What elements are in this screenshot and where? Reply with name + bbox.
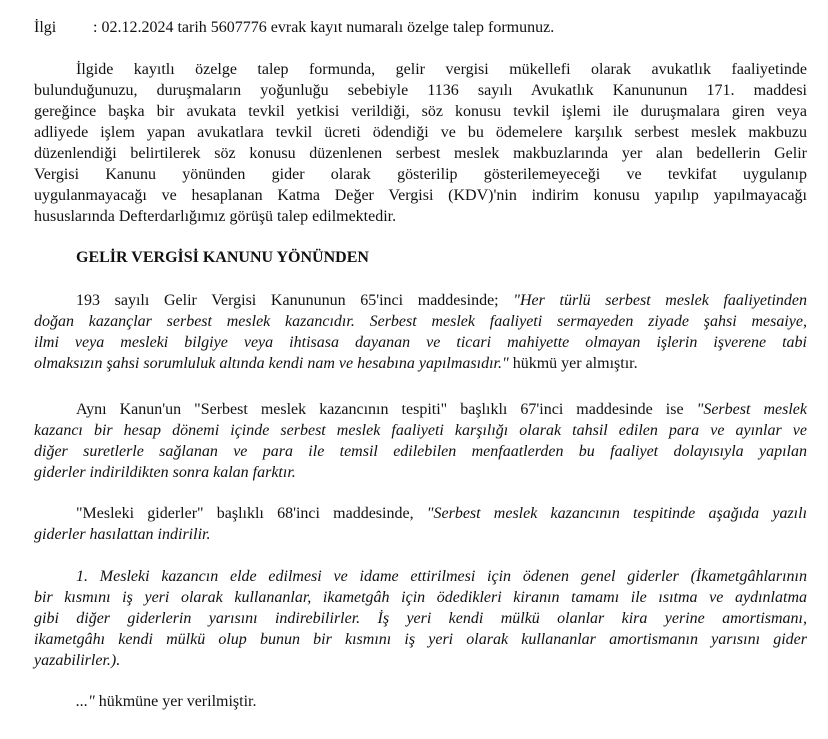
section-heading: GELİR VERGİSİ KANUNU YÖNÜNDEN [76, 249, 369, 266]
paragraph-1-line: adliyede işlem yapan avukatlara tevkil ücreti ödendiği ve bu ödemelere karşılık serbest meslek makbuzu [34, 124, 807, 141]
paragraph-3-quote-line: diğer suretlerle sağlanan ve para ile temsil edilebilen menfaatlerden bu faaliyet dolayısıyla yapılan [34, 443, 807, 460]
paragraph-2-text: hükmü yer almıştır. [508, 355, 638, 372]
paragraph-2-quote: olmaksızın şahsi sorumluluk altında kendi nam ve hesabına yapılmasıdır." [34, 355, 509, 372]
closing-line [76, 692, 807, 712]
paragraph-2-line [76, 291, 807, 311]
reference-text: : 02.12.2024 tarih 5607776 evrak kayıt numaralı özelge talep formunuz. [93, 19, 555, 36]
paragraph-1-line: Vergisi Kanunu yönünden gider olarak gösterilip gösterilemeyeceği ve tevkifat uygulanıp [34, 166, 807, 183]
closing-quote: ..." [76, 693, 95, 710]
paragraph-1-line: gereğince başka bir avukata tevkil yetkisi verildiği, söz konusu tevkil işlemi ile duruşmalara giren veya [34, 103, 807, 120]
paragraph-1-line: düzenlendiği belirtilerek söz konusu düzenlenen serbest meslek makbuzlarında yer alan bedellerin Gelir [34, 145, 807, 162]
paragraph-1-line: hususlarında Defterdarlığımız görüşü talep edilmektedir. [34, 208, 397, 225]
paragraph-2-text: 193 sayılı Gelir Vergisi Kanununun 65'inci maddesinde; [76, 292, 514, 309]
paragraph-4-quote-line: giderler hasılattan indirilir. [34, 526, 211, 543]
paragraph-3-line [76, 400, 807, 420]
list-item-line: yazabilirler.). [34, 652, 121, 669]
closing-text: hükmüne yer verilmiştir. [94, 693, 257, 710]
paragraph-3-quote-line: giderler indirildikten sonra kalan farktır. [34, 464, 296, 481]
paragraph-4-text: "Mesleki giderler" başlıklı 68'inci maddesinde, [76, 505, 427, 522]
paragraph-3-quote-line: kazancı bir hesap dönemi içinde serbest meslek faaliyeti karşılığı olarak tahsil edilen para ve ayınlar ve [34, 422, 807, 439]
reference-line [34, 18, 807, 38]
paragraph-3-text: Aynı Kanun'un "Serbest meslek kazancının tespiti" başlıklı 67'inci maddesinde ise [76, 401, 697, 418]
paragraph-4-line [76, 504, 807, 524]
list-item-line: bir kısmını iş yeri olarak kullananlar, ikametgâh için ödedikleri kiranın tamamı ile ısıtma ve aydınlatma [34, 589, 807, 606]
list-item-line: ikametgâhı kendi mülkü olup bunun bir kısmını iş yeri olarak kullananlar amortismanın yarısını gider [34, 631, 807, 648]
paragraph-3-quote: "Serbest meslek [696, 401, 808, 418]
paragraph-4-quote: "Serbest meslek kazancının tespitinde aşağıda yazılı [426, 505, 808, 522]
paragraph-1-line: İlgide kayıtlı özelge talep formunda, gelir vergisi mükellefi olarak avukatlık faaliyetinde [76, 61, 807, 78]
paragraph-2-line [34, 354, 807, 374]
paragraph-2-quote-line: ilmi veya mesleki bilgiye veya ihtisasa dayanan ve ticari mahiyette olmayan işlerin işverene tabi [34, 334, 807, 351]
list-item-line: 1. Mesleki kazancın elde edilmesi ve idame ettirilmesi için ödenen genel giderler (İkametgâhlarının [76, 568, 807, 585]
paragraph-1-line: uygulanmayacağı ve hesaplanan Katma Değer Vergisi (KDV)'nin indirim konusu yapılıp yapılmayacağı [34, 187, 807, 204]
list-item-line: gibi diğer giderlerin yarısını indirebilirler. İş yeri kendi mülkü olanlar kira yerine amortismanı, [34, 610, 807, 627]
reference-label: İlgi [34, 19, 57, 36]
paragraph-1-line: bulunduğunuzu, duruşmaların yoğunluğu sebebiyle 1136 sayılı Avukatlık Kanununun 171. maddesi [34, 82, 807, 99]
paragraph-2-quote: "Her türlü serbest meslek faaliyetinden [513, 292, 808, 309]
paragraph-2-quote-line: doğan kazançlar serbest meslek kazancıdır. Serbest meslek faaliyeti sermayeden ziyade şahsi mesaiye, [34, 313, 807, 330]
